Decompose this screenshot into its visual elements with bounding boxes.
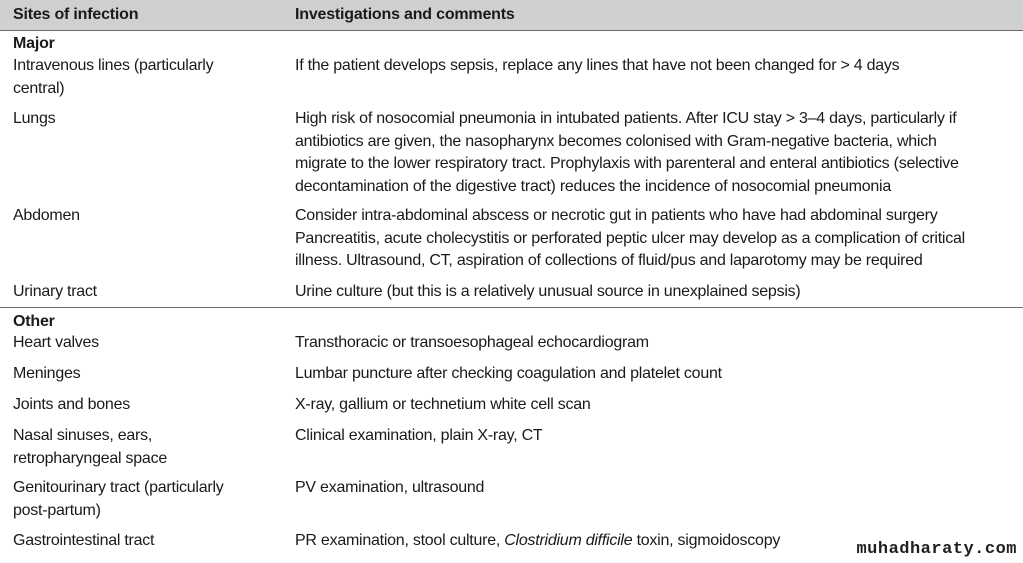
comment-cell: Consider intra-abdominal abscess or necrotic gut in patients who have had abdominal surgery Pancreatitis, acute cholecystitis or perforated peptic ulcer may develop as a complication of critical illness. Ultrasound, CT, aspiration of collections of fluid/pus and laparotomy may be required: [295, 207, 965, 269]
site-cell: Nasal sinuses, ears, retropharyngeal space: [13, 427, 167, 467]
comment-cell: Clinical examination, plain X-ray, CT: [295, 427, 543, 444]
site-cell: Lungs: [13, 110, 56, 127]
site-cell: Joints and bones: [13, 396, 130, 413]
comment-cell: PV examination, ultrasound: [295, 479, 485, 496]
comment-cell: High risk of nosocomial pneumonia in intubated patients. After ICU stay > 3–4 days, particularly if antibiotics are given, the nasopharynx becomes colonised with Gram-negative bacteria, which migrate to the lower respiratory tract. Prophylaxis with parenteral and enteral antibiotics (selective decontamination of the digestive tract) reduces the incidence of nosocomial pneumonia: [295, 110, 959, 195]
comment-cell: PR examination, stool culture, Clostridium difficile toxin, sigmoidoscopy: [295, 532, 781, 549]
site-cell: Urinary tract: [13, 283, 97, 300]
header-investigations: Investigations and comments: [295, 6, 515, 23]
comment-cell: X-ray, gallium or technetium white cell scan: [295, 396, 591, 413]
section-divider: [0, 307, 1023, 308]
comment-cell: Lumbar puncture after checking coagulation and platelet count: [295, 365, 722, 382]
watermark: muhadharaty.com: [856, 540, 1017, 559]
site-cell: Genitourinary tract (particularly post-partum): [13, 479, 224, 519]
section-title-other: Other: [13, 313, 55, 330]
section-title-major: Major: [13, 35, 55, 52]
site-cell: Gastrointestinal tract: [13, 532, 155, 549]
comment-cell: Transthoracic or transoesophageal echocardiogram: [295, 334, 649, 351]
comment-cell: If the patient develops sepsis, replace any lines that have not been changed for > 4 days: [295, 57, 900, 74]
site-cell: Abdomen: [13, 207, 80, 224]
site-cell: Heart valves: [13, 334, 99, 351]
header-sites: Sites of infection: [13, 6, 139, 23]
comment-cell: Urine culture (but this is a relatively unusual source in unexplained sepsis): [295, 283, 801, 300]
site-cell: Intravenous lines (particularly central): [13, 57, 214, 97]
table-header: [0, 0, 1023, 31]
site-cell: Meninges: [13, 365, 81, 382]
